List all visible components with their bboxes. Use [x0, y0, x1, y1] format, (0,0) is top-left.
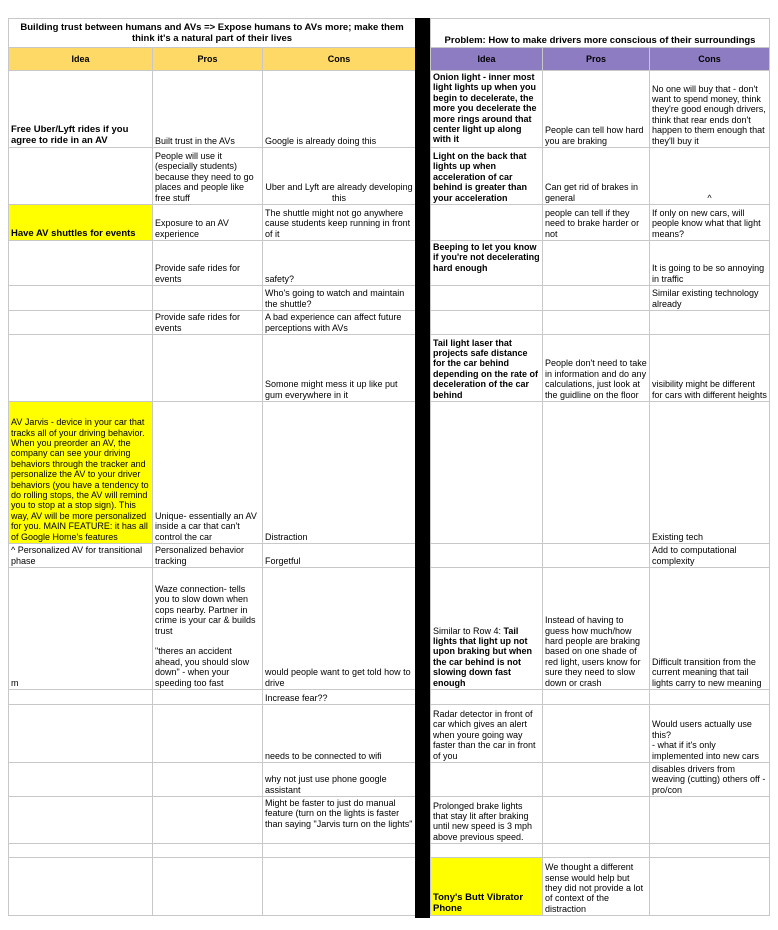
left-idea-cell[interactable] [9, 705, 153, 763]
table-row [9, 148, 416, 205]
left-idea-cell[interactable]: AV Jarvis - device in your car that tracks all of your driving behavior. When you preorder an AV, the company can see your driving behaviors through the tracker and personalize the AV to your driver behaviors (you have a tendency to do rolling stops, the AV will remind you to stop at a stop sign). This way, AV will be more personalized for you. MAIN FEATURE: it has all of Google Home's features [9, 402, 153, 544]
table-row [431, 797, 770, 844]
left-cons-cell[interactable]: Uber and Lyft are already developing this [263, 148, 416, 205]
table-row [9, 402, 416, 544]
table-row [431, 148, 770, 205]
right-cons-cell[interactable]: Existing tech [650, 402, 770, 544]
left-idea-cell[interactable] [9, 690, 153, 705]
right-pros-cell[interactable]: Instead of having to guess how much/how hard people are braking based on one shade of red light, users know for sure they need to slow down or crash [543, 568, 650, 690]
left-pros-cell[interactable]: Provide safe rides for events [153, 311, 263, 335]
left-table-panel [8, 18, 415, 916]
right-header-cons[interactable]: Cons [650, 48, 770, 71]
left-idea-cell[interactable] [9, 148, 153, 205]
right-pros-cell[interactable]: Can get rid of brakes in general [543, 148, 650, 205]
table-row [431, 286, 770, 311]
table-row [431, 544, 770, 568]
table-row [9, 205, 416, 241]
table-row [9, 844, 416, 858]
left-cons-cell[interactable]: Who's going to watch and maintain the shuttle? [263, 286, 416, 311]
left-idea-cell[interactable]: Free Uber/Lyft rides if you agree to ride in an AV [9, 71, 153, 148]
left-idea-cell[interactable] [9, 858, 153, 916]
left-cons-cell[interactable]: safety? [263, 241, 416, 286]
left-pros-cell[interactable] [153, 286, 263, 311]
left-pros-cell[interactable] [153, 797, 263, 844]
right-idea-cell[interactable] [431, 763, 543, 797]
left-cons-cell[interactable]: The shuttle might not go anywhere cause students keep running in front of it [263, 205, 416, 241]
left-header-idea[interactable]: Idea [9, 48, 153, 71]
table-row [9, 763, 416, 797]
table-row [431, 858, 770, 916]
table-row [9, 286, 416, 311]
table-row [431, 241, 770, 286]
right-cons-cell[interactable]: Similar existing technology already [650, 286, 770, 311]
left-cons-cell[interactable]: Increase fear?? [263, 690, 416, 705]
right-idea-cell[interactable]: Onion light - inner most light lights up when you begin to decelerate, the more you decelerate the more rings around that center light up along with it [431, 71, 543, 148]
right-title[interactable]: Problem: How to make drivers more conscious of their surroundings [431, 19, 770, 48]
right-cons-cell[interactable]: Would users actually use this? - what if it's only implemented into new cars [650, 705, 770, 763]
left-cons-cell[interactable]: Google is already doing this [263, 71, 416, 148]
left-cons-cell[interactable] [263, 844, 416, 858]
right-idea-cell[interactable]: Radar detector in front of car which gives an alert when youre going way faster than the car in front of you [431, 705, 543, 763]
table-row [431, 402, 770, 544]
right-pros-cell[interactable]: People don't need to take in information and do any calculations, just look at the guidline on the floor [543, 335, 650, 402]
right-pros-cell[interactable] [543, 763, 650, 797]
right-cons-cell[interactable]: ^ [650, 148, 770, 205]
right-pros-cell[interactable] [543, 690, 650, 705]
right-pros-cell[interactable] [543, 241, 650, 286]
right-idea-cell[interactable] [431, 568, 543, 690]
left-idea-cell[interactable]: m [9, 568, 153, 690]
left-cons-cell[interactable]: would people want to get told how to drive [263, 568, 416, 690]
table-row [9, 544, 416, 568]
left-idea-cell[interactable] [9, 763, 153, 797]
right-cons-cell[interactable] [650, 797, 770, 844]
right-pros-cell[interactable]: People can tell how hard you are braking [543, 71, 650, 148]
right-idea-cell[interactable] [431, 844, 543, 858]
left-idea-cell[interactable]: Have AV shuttles for events [9, 205, 153, 241]
left-cons-cell[interactable]: Forgetful [263, 544, 416, 568]
right-cons-cell[interactable] [650, 844, 770, 858]
right-pros-cell[interactable] [543, 705, 650, 763]
left-pros-cell[interactable] [153, 763, 263, 797]
table-row [431, 705, 770, 763]
right-idea-cell[interactable] [431, 311, 543, 335]
right-pros-cell[interactable]: people can tell if they need to brake harder or not [543, 205, 650, 241]
left-pros-cell[interactable]: Provide safe rides for events [153, 241, 263, 286]
right-pros-cell[interactable] [543, 844, 650, 858]
right-pros-cell[interactable] [543, 286, 650, 311]
left-pros-cell[interactable] [153, 858, 263, 916]
left-cons-cell[interactable]: needs to be connected to wifi [263, 705, 416, 763]
right-idea-cell[interactable] [431, 402, 543, 544]
left-cons-cell[interactable] [263, 858, 416, 916]
table-row [431, 568, 770, 690]
left-idea-cell[interactable] [9, 335, 153, 402]
right-pros-cell[interactable] [543, 311, 650, 335]
left-idea-cell[interactable]: ^ Personalized AV for transitional phase [9, 544, 153, 568]
left-pros-cell[interactable]: Personalized behavior tracking [153, 544, 263, 568]
right-cons-cell[interactable] [650, 690, 770, 705]
right-idea-cell[interactable] [431, 286, 543, 311]
left-pros-cell[interactable]: Built trust in the AVs [153, 71, 263, 148]
right-cons-cell[interactable]: No one will buy that - don't want to spend money, think they're good enough drivers, think that rear ends don't happen to them enough that they'll buy it [650, 71, 770, 148]
table-row [9, 568, 416, 690]
table-row [431, 205, 770, 241]
right-idea-prefix: Similar to Row 4: [433, 625, 504, 636]
left-cons-cell[interactable]: Might be faster to just do manual feature (turn on the lights is faster than saying "Jarvis turn on the lights" [263, 797, 416, 844]
right-table [430, 18, 770, 916]
left-title[interactable]: Building trust between humans and AVs => Expose humans to AVs more; make them think it's a natural part of their lives [9, 19, 416, 48]
table-row [9, 690, 416, 705]
left-cons-cell[interactable]: why not just use phone google assistant [263, 763, 416, 797]
left-header-pros[interactable]: Pros [153, 48, 263, 71]
left-table [8, 18, 416, 916]
left-pros-cell[interactable]: Exposure to an AV experience [153, 205, 263, 241]
left-pros-cell[interactable] [153, 690, 263, 705]
right-idea-cell[interactable]: Tony's Butt Vibrator Phone [431, 858, 543, 916]
table-row [9, 797, 416, 844]
right-pros-cell[interactable] [543, 402, 650, 544]
right-header-pros[interactable]: Pros [543, 48, 650, 71]
right-pros-cell[interactable] [543, 797, 650, 844]
left-idea-cell[interactable] [9, 844, 153, 858]
right-cons-cell[interactable]: Difficult transition from the current meaning that tail lights carry to new meaning [650, 568, 770, 690]
right-cons-cell[interactable]: disables drivers from weaving (cutting) others off - pro/con [650, 763, 770, 797]
table-row [9, 311, 416, 335]
left-pros-cell[interactable] [153, 844, 263, 858]
left-idea-cell[interactable] [9, 241, 153, 286]
left-cons-cell[interactable]: A bad experience can affect future perceptions with AVs [263, 311, 416, 335]
left-pros-cell[interactable]: People will use it (especially students) because they need to go places and people like free stuff [153, 148, 263, 205]
right-idea-cell[interactable] [431, 205, 543, 241]
table-row [9, 335, 416, 402]
left-cons-cell[interactable]: Distraction [263, 402, 416, 544]
right-idea-cell[interactable]: Tail light laser that projects safe distance for the car behind depending on the rate of deceleration of the car behind [431, 335, 543, 402]
right-idea-text: Tail lights that light up not upon braking but when the car behind is not slowing down fast enough [433, 625, 532, 688]
left-header-cons[interactable]: Cons [263, 48, 416, 71]
table-row [9, 705, 416, 763]
left-cons-cell[interactable]: Somone might mess it up like put gum everywhere in it [263, 335, 416, 402]
left-idea-cell[interactable] [9, 311, 153, 335]
right-header-idea[interactable]: Idea [431, 48, 543, 71]
table-row [9, 241, 416, 286]
right-cons-cell[interactable]: Add to computational complexity [650, 544, 770, 568]
right-idea-cell[interactable] [431, 544, 543, 568]
table-row [431, 763, 770, 797]
left-idea-cell[interactable] [9, 286, 153, 311]
right-cons-cell[interactable]: If only on new cars, will people know what that light means? [650, 205, 770, 241]
right-pros-cell[interactable] [543, 544, 650, 568]
left-idea-cell[interactable] [9, 797, 153, 844]
right-idea-cell[interactable]: Light on the back that lights up when acceleration of car behind is greater than your acceleration [431, 148, 543, 205]
right-idea-cell[interactable]: Prolonged brake lights that stay lit after braking until new speed is 3 mph above previous speed. [431, 797, 543, 844]
right-cons-cell[interactable] [650, 858, 770, 916]
table-row [431, 311, 770, 335]
table-row [9, 71, 416, 148]
right-pros-cell[interactable]: We thought a different sense would help but they did not provide a lot of context of the distraction [543, 858, 650, 916]
right-cons-cell[interactable]: visibility might be different for cars with different heights [650, 335, 770, 402]
right-cons-cell[interactable] [650, 311, 770, 335]
left-pros-cell[interactable]: Waze connection- tells you to slow down when cops nearby. Partner in crime is your car & builds trust "theres an accident ahead, you should slow down" - when your speeding too fast [153, 568, 263, 690]
left-pros-cell[interactable]: Unique- essentially an AV inside a car that can't control the car [153, 402, 263, 544]
table-row [431, 690, 770, 705]
table-row [431, 844, 770, 858]
table-row [431, 335, 770, 402]
right-idea-cell[interactable] [431, 690, 543, 705]
column-divider [415, 18, 430, 918]
right-cons-cell[interactable]: It is going to be so annoying in traffic [650, 241, 770, 286]
right-table-panel [430, 18, 769, 916]
table-row [9, 858, 416, 916]
left-pros-cell[interactable] [153, 335, 263, 402]
table-row [431, 71, 770, 148]
left-pros-cell[interactable] [153, 705, 263, 763]
right-idea-cell[interactable]: Beeping to let you know if you're not decelerating hard enough [431, 241, 543, 286]
